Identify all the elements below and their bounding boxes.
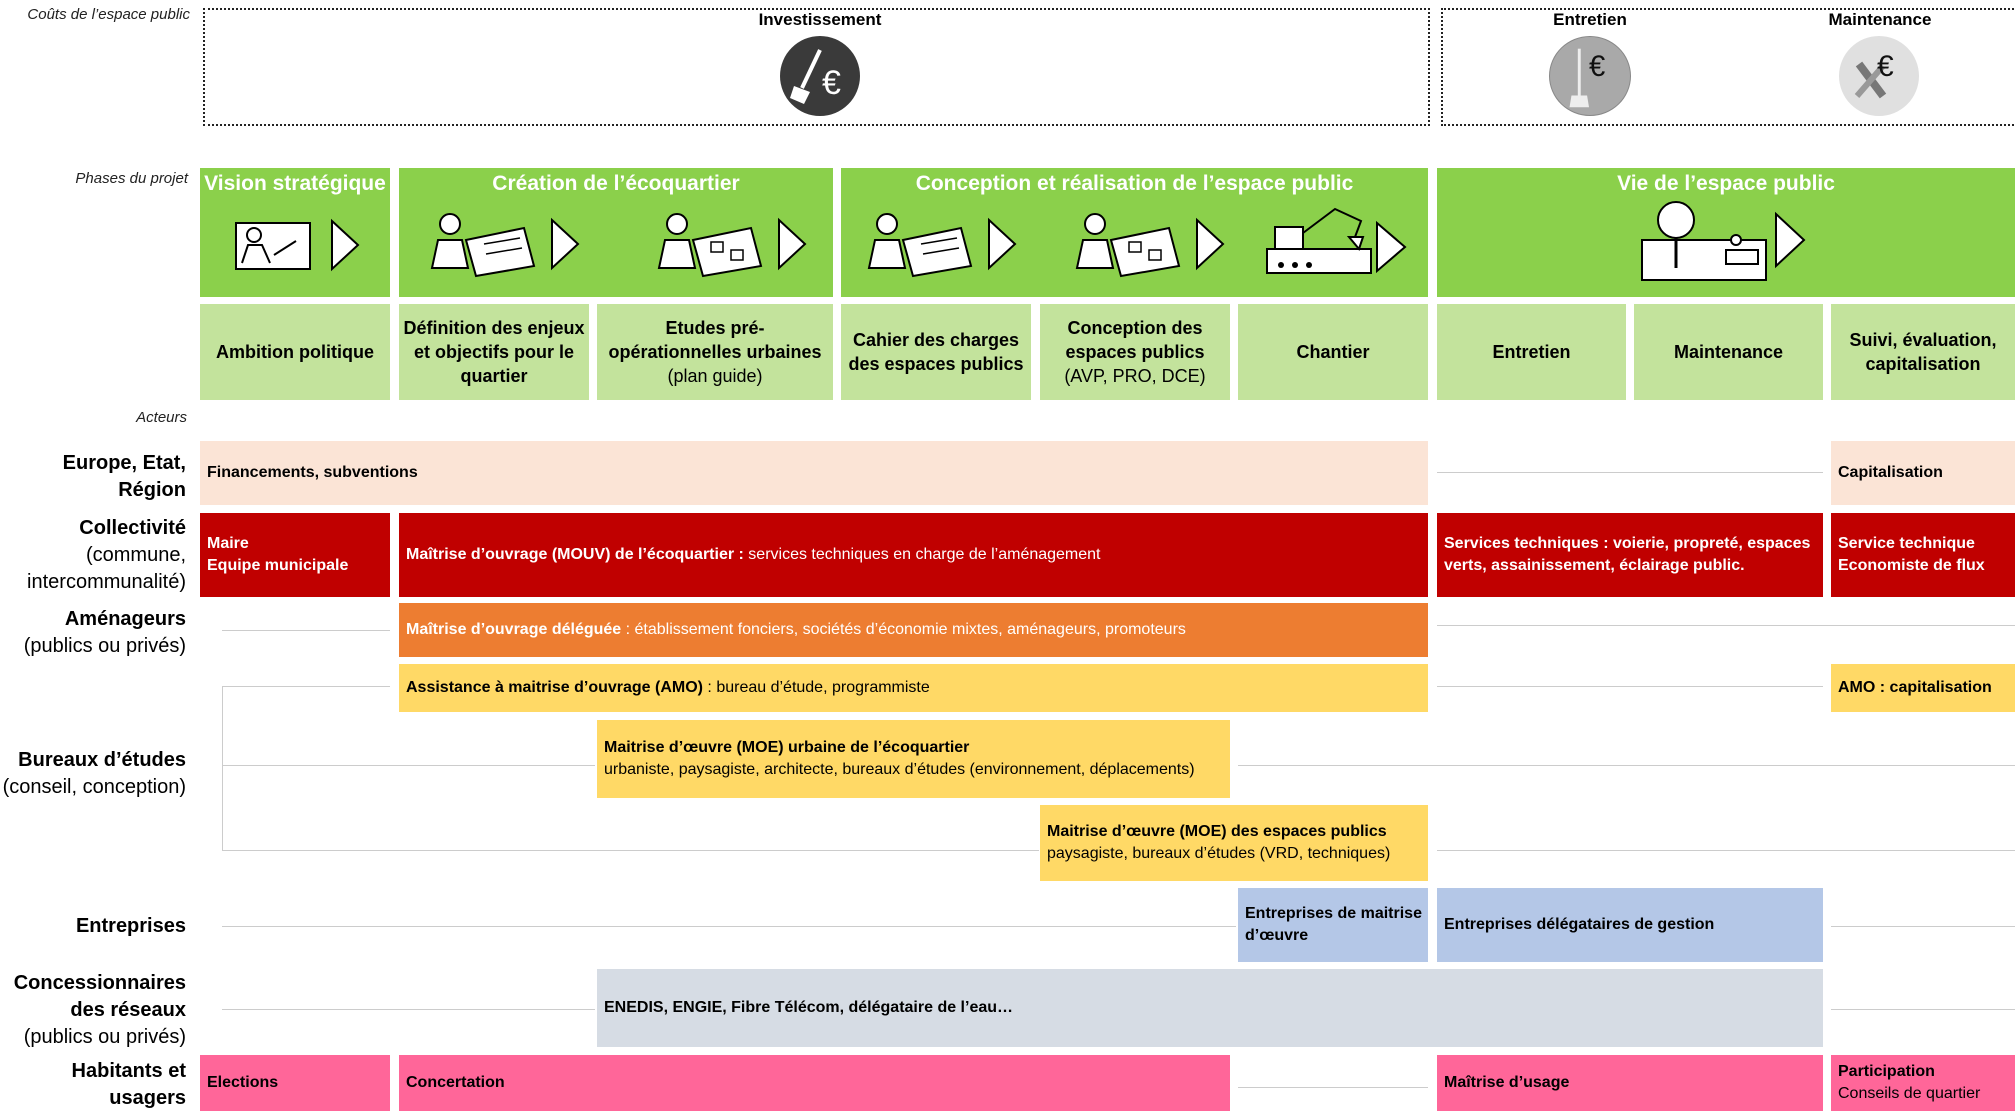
actor-name: Région [118,479,186,501]
actor-collectivite [0,513,186,597]
bar-service-technique [1831,513,2015,597]
bar-moe-espaces-publics [1040,805,1428,881]
bar-maitrise-usage [1437,1055,1823,1111]
maintenance-label: Maintenance [1828,10,1932,29]
actor-detail: (conseil, conception) [2,776,186,798]
guide-line [1437,686,1823,687]
step-line-2: espaces publics [1065,341,1205,362]
step-line-1: Conception des [1067,317,1203,338]
guide-line [1831,1009,2015,1010]
svg-text:€: € [822,64,841,102]
step-line-3: (plan guide) [667,366,763,387]
bar-concertation [399,1055,1230,1111]
bar-text: Financements, subventions [207,463,418,481]
bar-text: Maîtrise d’usage [1444,1073,1570,1091]
bar-text: : bureau d’étude, programmiste [702,678,930,696]
bar-entreprises-gestion [1437,888,1823,962]
step-line-1: Entretien [1492,341,1571,362]
step-suivi [1831,304,2015,400]
bar-text: paysagiste, bureaux d’études (VRD, techniques) [1047,845,1391,862]
costs-label: Coûts de l’espace public [27,6,190,23]
bar-moe-urbaine [597,720,1230,798]
guide-line [222,630,390,631]
actor-concessionnaires [0,968,186,1052]
urban-study-icon [655,210,815,278]
investment-coin-icon [780,36,860,116]
investment-label: Investissement [758,10,882,29]
bar-amo [399,664,1428,712]
step-line-3: (AVP, PRO, DCE) [1064,366,1206,387]
bar-text: Services techniques : voierie, propreté, espaces [1444,534,1811,552]
bar-text-bold: Maitrise d’œuvre (MOE) urbaine de l’écoquartier [604,738,970,756]
step-ambition [200,304,390,400]
design-icon [1073,210,1233,278]
bar-text: Entreprises de maitrise [1245,904,1422,922]
entretien-label: Entretien [1553,10,1627,29]
actor-name: Collectivité [79,516,186,539]
bar-text-bold: Maitrise d’œuvre (MOE) des espaces publics [1047,822,1387,840]
step-etudes [597,304,833,400]
bar-text: Service technique [1838,534,1975,552]
actor-detail: (publics ou privés) [23,1025,186,1048]
bar-text: services techniques en charge de l’aménagement [743,545,1101,563]
bar-financements [200,441,1428,505]
bar-ouvrage-delegue [399,603,1428,657]
guide-line [222,686,223,850]
guide-line [1437,850,2015,851]
phase-title: Conception et réalisation de l’espace public [915,172,1354,195]
actor-amenageurs [0,604,186,662]
bar-text: Economiste de flux [1838,557,1985,574]
bar-text: Elections [207,1073,279,1091]
step-line-2: des espaces publics [848,354,1024,374]
bar-participation [1831,1055,2015,1111]
bar-text: Participation [1838,1062,1935,1080]
guide-line [1238,765,2015,766]
bar-text-bold: Maîtrise d’ouvrage déléguée [406,620,622,638]
actor-name: Aménageurs [64,608,186,630]
guide-line [222,1009,595,1010]
bar-text: urbaniste, paysagiste, architecte, bureaux d’études (environnement, déplacements) [604,761,1195,778]
step-cahier [841,304,1031,400]
bar-text: Equipe municipale [207,557,349,574]
bar-amo-capitalisation [1831,664,2015,712]
bar-text-bold: Assistance à maitrise d’ouvrage (AMO) [406,678,703,696]
bar-text: Entreprises délégataires de gestion [1444,915,1715,933]
bar-text-bold: Maîtrise d’ouvrage (MOUV) de l’écoquartier : [406,545,744,563]
step-line-1: Ambition politique [216,341,374,362]
bar-text: : établissement fonciers, sociétés d’économie mixtes, aménageurs, promoteurs [621,620,1186,638]
bar-capitalisation [1831,441,2015,505]
bar-text: Conseils de quartier [1838,1085,1981,1102]
bar-text: verts, assainissement, éclairage public. [1444,557,1745,574]
guide-line [222,926,1236,927]
bar-text: Concertation [406,1073,505,1091]
actors-label: Acteurs [136,409,187,426]
phase-title: Vie de l’espace public [1617,172,1835,195]
maintenance-coin-icon [1839,36,1919,116]
guide-line [222,850,1039,851]
step-entretien [1437,304,1626,400]
actor-name: des réseaux [70,998,186,1021]
step-definition [399,304,589,400]
guide-line [222,765,595,766]
bar-text: Maire [207,534,249,552]
step-line-2: et objectifs pour le [413,341,575,362]
step-line-1: Cahier des charges [852,329,1020,350]
bar-text: AMO : capitalisation [1838,678,1992,696]
planning-icon [428,210,588,278]
actor-entreprises [0,910,186,942]
actor-name: Habitants et [71,1059,186,1082]
step-line-2: capitalisation [1865,354,1981,374]
guide-line [1238,1087,1428,1088]
step-line-1: Chantier [1296,341,1370,362]
actor-europe [0,448,186,506]
specifications-icon [865,210,1025,278]
step-line-1: Définition des enjeux [403,317,585,338]
bar-entreprises-moe [1238,888,1428,962]
svg-text:€: € [1589,51,1606,83]
entretien-coin-icon [1549,36,1631,116]
guide-line [1437,625,2015,626]
park-life-icon [1640,196,1810,284]
actor-name: Entreprises [75,914,186,937]
step-chantier [1238,304,1428,400]
step-line-1: Maintenance [1673,341,1784,362]
actor-name: Europe, Etat, [62,452,186,474]
bar-mouv [399,513,1428,597]
actor-name: Bureaux d’études [18,749,186,771]
actor-name: Concessionnaires [13,971,186,994]
actor-detail: (commune, [85,543,186,566]
step-line-1: Etudes pré- [665,317,765,338]
step-maintenance [1634,304,1823,400]
phase-title: Création de l’écoquartier [492,172,740,195]
bar-text: Capitalisation [1838,463,1943,481]
bar-text: d’œuvre [1245,927,1309,944]
step-line-3: quartier [460,366,528,387]
bar-maire [200,513,390,597]
construction-icon [1265,203,1415,279]
step-conception [1040,304,1230,400]
phase-title: Vision stratégique [204,172,386,195]
guide-line [1831,926,2015,927]
guide-line [222,686,390,687]
svg-text:€: € [1877,50,1894,83]
actor-detail: intercommunalité) [27,570,186,593]
step-line-1: Suivi, évaluation, [1849,329,1997,350]
bar-elections [200,1055,390,1111]
actor-habitants [0,1058,186,1111]
phases-label: Phases du projet [75,170,188,187]
actor-name: usagers [109,1086,186,1109]
actor-bureaux [0,745,186,803]
actor-detail: (publics ou privés) [23,635,186,657]
bar-services-techniques [1437,513,1823,597]
politician-icon [230,215,360,275]
guide-line [1437,472,1823,473]
step-line-2: opérationnelles urbaines [608,341,822,362]
bar-reseaux [597,969,1823,1047]
bar-text: ENEDIS, ENGIE, Fibre Télécom, délégataire de l’eau… [604,998,1014,1016]
